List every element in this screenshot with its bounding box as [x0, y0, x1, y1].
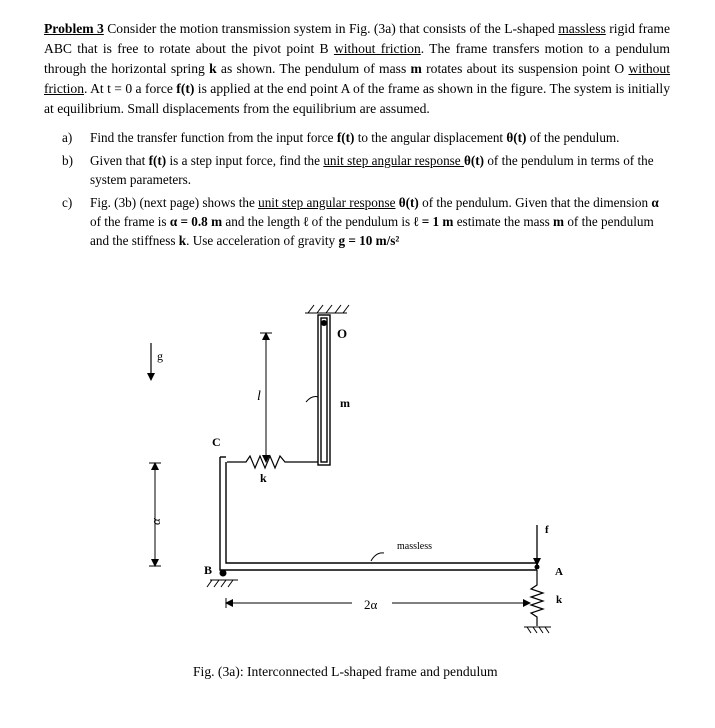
spring-bottom: [531, 570, 543, 626]
question-part-label: c): [62, 195, 73, 210]
point-b-label: B: [204, 563, 213, 577]
two-alpha-dimension: [226, 598, 530, 608]
mass-label: m: [340, 396, 350, 410]
question-text: of the pendulum.: [526, 130, 620, 145]
question-text: f(t): [336, 130, 355, 145]
statement-text: as shown. The pendulum of mass: [216, 61, 411, 76]
point-o-label: O: [337, 326, 348, 341]
alpha-dimension: [149, 463, 161, 566]
statement-text: rotates about its suspension point O: [421, 61, 629, 76]
question-text: θ(t): [506, 130, 527, 145]
force-label: f: [545, 524, 549, 536]
l-frame: [220, 457, 537, 570]
alpha-label: α: [148, 518, 163, 525]
question-text: of the pendulum is: [308, 214, 414, 229]
question-text: estimate the mass: [453, 214, 554, 229]
statement-text: k: [209, 61, 217, 76]
pivot-o: [321, 320, 327, 326]
statement-text: m: [410, 61, 422, 76]
gravity-label: g: [157, 349, 163, 363]
statement-text: Consider the motion transmission system in Fig. (3a) that consists of the L-shaped: [103, 21, 559, 36]
question-text: θ(t): [398, 195, 419, 210]
statement-text: . At t = 0 a force: [84, 81, 177, 96]
question-part-label: b): [62, 153, 73, 168]
question-text: g = 10 m/s²: [338, 233, 400, 248]
length-dimension: [260, 333, 272, 462]
question-text: . Use acceleration of gravity: [186, 233, 339, 248]
ceiling-support: [305, 305, 349, 313]
statement-text: without friction: [333, 41, 421, 56]
question-text: Given that: [90, 153, 149, 168]
question-text: Fig. (3b) (next page) shows the: [90, 195, 259, 210]
two-alpha-label: 2α: [364, 597, 378, 612]
question-text: θ(t): [463, 153, 485, 168]
point-c-label: C: [212, 435, 221, 449]
question-text: of the pendulum and the stiffness: [90, 214, 654, 248]
pivot-b: [220, 570, 227, 577]
question-text: Find the transfer function from the input force: [90, 130, 337, 145]
figure-caption: Fig. (3a): Interconnected L-shaped frame and pendulum: [193, 664, 498, 679]
question-text: of the frame is: [90, 214, 170, 229]
pendulum-rod: [318, 315, 330, 465]
question-text: unit step angular response: [323, 153, 464, 168]
statement-text: massless: [558, 21, 606, 36]
problem-title: Problem 3: [44, 21, 104, 36]
statement-text: f(t): [176, 81, 195, 96]
question-text: α = 0.8 m: [169, 214, 223, 229]
massless-pointer: [371, 553, 384, 561]
question-text: to the angular displacement: [354, 130, 507, 145]
spring-bottom-label: k: [556, 594, 563, 606]
statement-text: is applied at the end point A of the frame as shown in the figure. The system is initially at equilibrium. Small displacements from the equilibrium are assumed.: [44, 81, 670, 116]
spring-top-label: k: [260, 471, 267, 485]
question-text: ℓ: [303, 214, 309, 229]
mass-pointer: [306, 397, 318, 402]
question-text: f(t): [148, 153, 167, 168]
question-text: k: [178, 233, 187, 248]
question-text: α: [651, 195, 659, 210]
pivot-b-ground: [207, 580, 238, 587]
ground-a: [524, 627, 551, 633]
spring-top: [227, 456, 318, 468]
point-a-label: A: [555, 566, 563, 578]
length-label: l: [257, 389, 261, 404]
question-text: of the pendulum. Given that the dimension: [418, 195, 652, 210]
question-text: unit step angular response: [258, 195, 396, 210]
point-a: [535, 565, 540, 570]
statement-text: without friction: [44, 61, 671, 96]
statement-text: . The frame transfers motion to a pendulum through the horizontal spring: [44, 41, 670, 76]
question-text: and the length: [222, 214, 304, 229]
massless-label: massless: [397, 541, 432, 552]
question-text: of the pendulum in terms of the system parameters.: [90, 153, 654, 187]
question-text: m: [553, 214, 565, 229]
question-part-label: a): [62, 130, 73, 145]
statement-text: rigid frame ABC that is free to rotate about the pivot point B: [44, 21, 670, 56]
question-text: ℓ = 1 m: [413, 214, 454, 229]
question-text: is a step input force, find the: [166, 153, 324, 168]
